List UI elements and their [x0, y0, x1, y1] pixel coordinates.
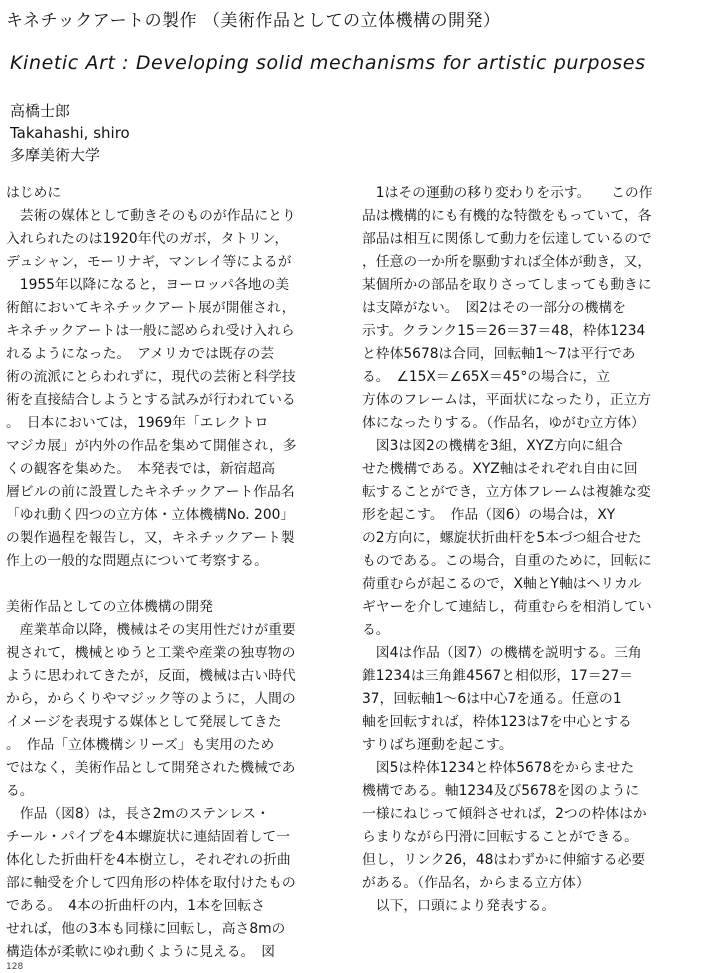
text-line: 品は機構的にも有機的な特徴をもっていて，各: [362, 208, 652, 224]
text-line: る。 ∠15X＝∠65X＝45°の場合に，立: [362, 369, 611, 385]
author-name-english: Takahashi, shiro: [10, 124, 130, 142]
text-line: 部に軸受を介して四角形の枠体を取付けたもの: [6, 875, 296, 891]
text-line: る。: [6, 783, 34, 799]
text-line: 術館においてキネチックアート展が開催され，: [6, 300, 296, 316]
text-line: マジカ展」が内外の作品を集めて開催され，多: [6, 438, 297, 454]
text-line: 荷重むらが起こるので，X軸とY軸はヘリカル: [362, 576, 642, 592]
title-english: Kinetic Art : Developing solid mechanisms for artistic purposes: [10, 52, 646, 74]
text-line: から，からくりやマジック等のように，人間の: [6, 691, 296, 707]
text-line: [6, 573, 348, 596]
text-line: チール・パイプを4本螺旋状に連結固着して一: [6, 829, 291, 845]
text-line: である。 4本の折曲杆の内，1本を回転さ: [6, 898, 265, 914]
text-line: ギヤーを介して連結し，荷重むらを相消してい: [362, 599, 652, 615]
text-line: 層ビルの前に設置したキネチックアート作品名: [6, 484, 295, 500]
text-line: 作品（図8）は，長さ2mのステンレス・: [6, 806, 270, 822]
text-line: る。: [362, 622, 390, 638]
text-line: 図5は枠体1234と枠体5678をからませた: [362, 760, 635, 776]
text-line: れるようになった。 アメリカでは既存の芸: [6, 346, 275, 362]
text-line: 形を起こす。 作品（図6）の場合は，XY: [362, 507, 616, 523]
text-line: 産業革命以降，機械はその実用性だけが重要: [6, 622, 296, 638]
text-line: 。 日本においては，1969年「エレクトロ: [6, 415, 269, 431]
text-line: 。 作品「立体機構シリーズ」も実用のため: [6, 737, 275, 753]
text-line: 但し，リンク26，48はわずかに伸縮する必要: [362, 852, 646, 868]
text-line: 術を直接結合しようとする試みが行われている: [6, 392, 296, 408]
text-line: ではなく，美術作品として開発された機械であ: [6, 760, 296, 776]
page-number: 128: [6, 962, 24, 972]
text-line: 転することができ，立方体フレームは複雑な変: [362, 484, 651, 500]
author-affiliation: 多摩美術大学: [10, 146, 101, 164]
text-line: 体化した折曲杆を4本樹立し，それぞれの折曲: [6, 852, 291, 868]
left-column: [6, 182, 348, 964]
text-line: がある。（作品名，からまる立方体）: [362, 875, 590, 891]
text-line: 術の流派にとらわれずに，現代の芸術と科学技: [6, 369, 296, 385]
text-line: 1955年以降になると，ヨーロッパ各地の美: [6, 277, 290, 293]
text-line: 部品は相互に関係して動力を伝達しているので: [362, 231, 652, 247]
text-line: 錐1234は三角錐4567と相似形，17＝27＝: [362, 668, 633, 684]
text-line: 美術作品としての立体機構の開発: [6, 599, 213, 615]
text-line: と枠体5678は合同，回転軸1〜7は平行であ: [362, 346, 636, 362]
text-line: 芸術の媒体として動きそのものが作品にとり: [6, 208, 296, 224]
text-line: 機構である。軸1234及び5678を図のように: [362, 783, 640, 799]
text-line: イメージを表現する媒体として発展してきた: [6, 714, 282, 730]
text-line: 視されて，機械とゆうと工業や産業の独専物の: [6, 645, 296, 661]
text-line: デュシャン，モーリナギ，マンレイ等によるが: [6, 254, 292, 270]
text-line: 図3は図2の機構を3組，XYZ方向に組合: [362, 438, 623, 454]
text-line: 示す。クランク15＝26＝37＝48，枠体1234: [362, 323, 646, 339]
text-line: 「ゆれ動く四つの立方体・立体機構No. 200」: [6, 507, 295, 523]
text-line: 方体のフレームは，平面状になったり，正立方: [362, 392, 652, 408]
text-line: 作上の一般的な問題点について考察する。: [6, 553, 268, 569]
text-line: らまりながら円滑に回転することができる。: [362, 829, 638, 845]
title-japanese: キネチックアートの製作 （美術作品としての立体機構の開発）: [6, 11, 501, 31]
text-line: 某個所かの部品を取りさってしまっても動きに: [362, 277, 652, 293]
text-line: 構造体が柔軟にゆれ動くように見える。 図: [6, 944, 276, 960]
text-line: ものである。この場合，自重のために，回転に: [362, 553, 652, 569]
text-line: 体になったりする。（作品名，ゆがむ立方体）: [362, 415, 645, 431]
text-line: 図4は作品（図7）の機構を説明する。三角: [362, 645, 642, 661]
text-line: はじめに: [6, 185, 62, 201]
text-line: 1はその運動の移り変わりを示す。 この作: [362, 185, 653, 201]
author-name-japanese: 高橋士郎: [10, 102, 71, 120]
text-line: せた機構である。XYZ軸はそれぞれ自由に回: [362, 461, 638, 477]
text-line: の製作過程を報告し，又，キネチックアート製: [6, 530, 295, 546]
text-line: ，任意の一か所を駆動すれば全体が動き，又，: [362, 254, 652, 270]
text-line: の2方向に，螺旋状折曲杆を5本づつ組合せた: [362, 530, 642, 546]
text-line: 一様にねじって傾斜させれば，2つの枠体はか: [362, 806, 647, 822]
text-line: せれば，他の3本も同様に回転し，高さ8mの: [6, 921, 286, 937]
text-line: くの観客を集めた。 本発表では，新宿超高: [6, 461, 276, 477]
author-block: [10, 100, 130, 166]
text-line: 入れられたのは1920年代のガボ，タトリン，: [6, 231, 289, 247]
text-line: すりばち運動を起こす。: [362, 737, 513, 753]
text-line: 軸を回転すれば，枠体123は7を中心とする: [362, 714, 632, 730]
right-column: [362, 182, 704, 918]
text-line: 37，回転軸1〜6は中心7を通る。任意の1: [362, 691, 622, 707]
text-line: キネチックアートは一般に認められ受け入れら: [6, 323, 295, 339]
text-line: 以下，口頭により発表する。: [362, 898, 556, 914]
text-line: は支障がない。 図2はその一部分の機構を: [362, 300, 627, 316]
text-line: ように思われてきたが，反面，機械は古い時代: [6, 668, 296, 684]
